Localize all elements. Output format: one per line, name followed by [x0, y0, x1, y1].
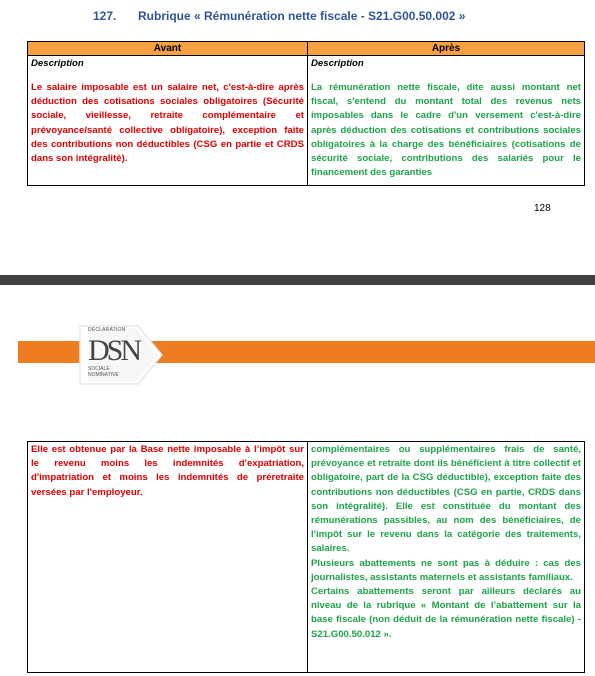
- after-continued-paragraph-2: Plusieurs abattements ne sont pas à déduire : cas des journalistes, assistants maternels et assistants familiaux.: [311, 557, 581, 583]
- before-cell: [28, 56, 308, 186]
- column-header-after: Après: [308, 42, 585, 56]
- after-continued-paragraph-3: Certains abattements seront par ailleurs déclarés au niveau de la rubrique « Montant de l’abattement sur la base fiscale (non déduit de la rémunération nette fiscale) - S21.G00.50.012 ».: [311, 586, 581, 640]
- page-divider: [0, 275, 595, 285]
- section-title: Rubrique « Rémunération nette fiscale - S21.G00.50.002 »: [138, 9, 466, 23]
- after-description-text: La rémunération nette fiscale, dite aussi montant net fiscal, s'entend du montant total des revenus nets imposables dans le cadre d'un versement c'est-à-dire après déduction des cotisations et contributions sociales obligatoires à la charge des bénéficiaires (cotisations de sécurité sociale, contributions des salariés pour le financement des garanties: [311, 82, 581, 179]
- before-continued-text: Elle est obtenue par la Base nette imposable à l’impôt sur le revenu moins les indemnités d'expatriation, d'impatriation et moins les indemnités de préretraite versées par l'employeur.: [31, 444, 304, 498]
- page-number: 128: [534, 203, 551, 214]
- before-cell-continued: [28, 442, 308, 673]
- comparison-table-continued: [27, 441, 585, 673]
- after-continued-paragraph-1: complémentaires ou supplémentaires frais de santé, prévoyance et retraite dont ils bénéficient à titre collectif et obligatoire, part de la CSG déductible), exception faite des contributions non déductibles (CSG en partie, CRDS dans son intégralité). Elle est constituée du montant des rémunérations passibles, au nom des bénéficiaires, de l'impôt sur le revenu dans la catégorie des traitements, salaires.: [311, 444, 581, 555]
- description-label-before: Description: [31, 58, 84, 69]
- section-number: 127.: [93, 9, 117, 23]
- before-description-text: Le salaire imposable est un salaire net, c'est-à-dire après déduction des cotisations sociales obligatoires (Sécurité sociale, vieillesse, retraite complémentaire et prévoyance/santé collective obligatoire), exception faite des contributions non déductibles (CSG en partie et CRDS dans son intégralité).: [31, 82, 304, 165]
- logo-letters: DSN: [88, 334, 140, 367]
- column-header-before: Avant: [28, 42, 308, 56]
- description-label-after: Description: [311, 58, 364, 69]
- after-cell: [308, 56, 585, 186]
- comparison-table-top: [27, 41, 585, 186]
- after-cell-continued: [308, 442, 585, 673]
- logo-top-text: DÉCLARATION: [88, 327, 126, 333]
- logo-bottom-text: SOCIALE NOMINATIVE: [88, 366, 119, 378]
